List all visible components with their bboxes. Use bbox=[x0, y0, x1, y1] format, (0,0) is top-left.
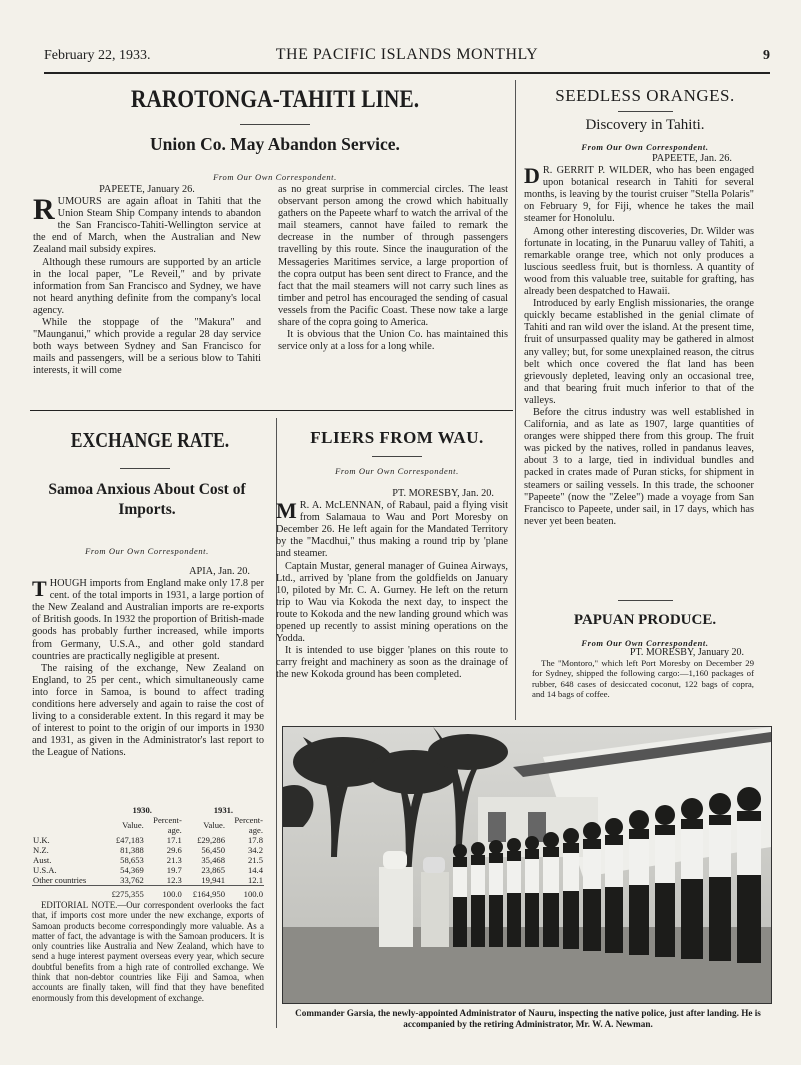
photo-caption: Commander Garsia, the newly-appointed Administrator of Nauru, inspecting the native police, just after landing. He is accompanied by the retiring Administrator, Mr. W. A. Newman. bbox=[295, 1008, 761, 1029]
header-rule bbox=[44, 72, 770, 74]
editorial-note bbox=[32, 900, 264, 1003]
drop-cap: D bbox=[524, 163, 540, 189]
column-rule-main bbox=[515, 80, 516, 720]
rarotonga-paragraph-1: RUMOURS are again afloat in Tahiti that the Union Steam Ship Company intends to abandon the San Francisco-Tahiti-Wellington service at the end of March, when the Australian and New Zealand mail subsidy expires. bbox=[33, 193, 261, 256]
papuan-column bbox=[532, 648, 754, 699]
seedless-dateline: PAPEETE, Jan. 26. bbox=[652, 153, 732, 164]
seedless-correspondent: From Our Own Correspondent. bbox=[581, 142, 709, 152]
imports-table bbox=[32, 805, 264, 899]
page-header bbox=[44, 48, 770, 70]
fliers-paragraph-1: M R. A. McLENNAN, of Rabaul, paid a flying visit from Salamaua to Wau and Port Moresby on December 26. He left again for the Mandated Territory by the "Macdhui," thus making a round trip by 'plane and steamer. bbox=[276, 498, 508, 560]
rarotonga-paragraph-5: It is obvious that the Union Co. has maintained this service only at a loss for a long while. bbox=[278, 329, 508, 353]
fliers-paragraph-2: Captain Mustar, general manager of Guinea Airways, Ltd., arrived by 'plane from the goldfields on January 10, piloted by Mr. C. A. Gurney. He left on the return trip to Wau via Kokoda the next day, to inspect the route to Kokoda and the new landing ground which was opened up recently to assist mining operations on the Yodda. bbox=[276, 560, 508, 645]
exchange-headline: EXCHANGE RATE. bbox=[70, 428, 230, 452]
rarotonga-column-1 bbox=[33, 184, 261, 378]
seedless-paragraph-4: Before the citrus industry was well established in California, and as late as 1907, large quantities of oranges were shipped there from this group. The fruit was picked by the natives, rolled in pandanus leaves, about 3 to a large, tied in individual bundles and packed in crates made of Puran sticks, for shipment in steamers or sailing vessels. In this trade, the schooner "Papeete" (now the "Zelee") made a voyage from San Francisco to Papeete, under sail, in 17 days, which has never yet been beaten. bbox=[524, 406, 754, 527]
fliers-rule bbox=[372, 456, 422, 457]
fliers-column bbox=[276, 488, 508, 682]
fliers-headline: FLIERS FROM WAU. bbox=[310, 428, 484, 447]
seedless-paragraph-3: Introduced by early English missionaries, the orange quickly became established in the genial climate of Tahiti and ran wild over the island. At the present time, fruit of unsurpassed quality may be gathered in almost any valley; but, for some unexplained reason, the citrus belt which once covered the flat land has been grievously depleted, leaving only an occasional tree, and that bearing fruit much inferior to that of the valleys. bbox=[524, 298, 754, 406]
seedless-paragraph-2: Among other interesting discoveries, Dr. Wilder was fortunate in locating, in the Punaruu valley of Tahiti, a remarkable orange tree, which not only produces a luscious seedless fruit, but is thornless. A quantity of wood from this valuable tree, suitable for grafting, has already been despatched to Hawaii. bbox=[524, 225, 754, 298]
drop-cap: T bbox=[32, 576, 47, 602]
papuan-dateline: PT. MORESBY, January 20. bbox=[629, 647, 744, 658]
photo-illustration bbox=[283, 727, 771, 1003]
table-row: N.Z. 81,388 29.6 56,450 34.2 bbox=[33, 845, 263, 855]
rarotonga-subheadline: Union Co. May Abandon Service. bbox=[150, 134, 400, 154]
page-number: 9 bbox=[763, 48, 770, 63]
drop-cap: R bbox=[33, 193, 55, 227]
rarotonga-paragraph-4: as no great surprise in commercial circles. The least observant person among the crowd which habitually gathers on the Papeete wharf to watch the arrival of the mail steamers, cannot have failed to remark the decrease in the number of through passengers travelling by this route. Since the inauguration of the Messageries Maritimes service, a large proportion of the copra output has been sent direct to France, and the fact that the mail steamers will not carry such lines as timber and petrol has encouraged the sending of casual vessels from the Pacific Coast. These now take a large share of the copra going to America. bbox=[278, 184, 508, 329]
papuan-paragraph: The "Montoro," which left Port Moresby on December 29 for Sydney, shipped the following cargo:—1,160 packages of rubber, 648 cases of desiccated coconut, 122 bags of copra, and 14 bags of coffee. bbox=[532, 658, 754, 699]
section-rule-middle bbox=[30, 410, 513, 411]
exchange-column bbox=[32, 566, 264, 760]
table-row: Aust. 58,653 21.3 35,468 21.5 bbox=[33, 855, 263, 865]
exchange-paragraph-1: THOUGH imports from England make only 17.8 per cent. of the total imports in 1931, a large portion of the New Zealand and Australian imports are re-exports of British goods. In 1932 the proportion of British-made goods has probably further increased, while imports from Germany, U.S.A., and other gold standard countries are practically negligible at present. bbox=[32, 576, 264, 662]
year-1930-header: 1930. bbox=[132, 805, 152, 815]
rarotonga-dateline: PAPEETE, January 26. bbox=[99, 184, 195, 195]
rarotonga-paragraph-2: Although these rumours are supported by an article in the local paper, "Le Reveil," and by private information from San Francisco and Sydney, we have not heard anything definite from the company's local agency. bbox=[33, 256, 261, 316]
value-column-header: Value. bbox=[122, 820, 144, 830]
rarotonga-column-2 bbox=[278, 184, 508, 353]
publication-title: THE PACIFIC ISLANDS MONTHLY bbox=[275, 46, 539, 63]
percentage-column-header: Percent-age. bbox=[153, 815, 182, 835]
editorial-note-text: EDITORIAL NOTE.—Our correspondent overlooks the fact that, if imports cost more under the new exchange, exports of Samoan products become correspondingly more valuable. As a matter of fact, the advantage is with the Samoan producers. It is only countries like Australia and New Zealand, which have to send a huge interest payment overseas every year, which secure doubtful benefits from a high rate of controlled exchange. We think that non-debtor countries like Fiji and Samoa, when accounts are finally taken, will find that they have benefited enormously from this development of exchange. bbox=[32, 900, 264, 1003]
papuan-top-rule bbox=[618, 600, 673, 601]
table-row: Other countries 33,762 12.3 19,941 12.1 bbox=[33, 875, 263, 885]
fliers-correspondent: From Our Own Correspondent. bbox=[335, 466, 459, 476]
exchange-rule bbox=[120, 468, 170, 469]
rarotonga-rule bbox=[240, 124, 310, 125]
fliers-dateline: PT. MORESBY, Jan. 20. bbox=[392, 488, 494, 499]
value-column-header: Value. bbox=[203, 820, 225, 830]
table-row: U.S.A. 54,369 19.7 23,865 14.4 bbox=[33, 865, 263, 875]
percentage-column-header: Percent-age. bbox=[234, 815, 263, 835]
rarotonga-paragraph-3: While the stoppage of the "Makura" and "Maunganui," which provide a regular 28 day service both ways between Sydney and San Francisco for mails and passengers, will be a serious blow to Tahiti interests, it will come bbox=[33, 317, 261, 377]
rarotonga-headline: RAROTONGA-TAHITI LINE. bbox=[130, 86, 420, 113]
issue-date: February 22, 1933. bbox=[44, 48, 151, 63]
rarotonga-correspondent: From Our Own Correspondent. bbox=[213, 172, 337, 182]
exchange-paragraph-2: The raising of the exchange, New Zealand on England, to 25 per cent., which simultaneously came into force in Samoa, is bound to affect trading conditions here adversely and again to raise the cost of living to a considerable extent. In this regard it may be of interest to point to the origin of our imports in 1930 and 1931, as given in the Administrator's last report to the League of Nations. bbox=[32, 662, 264, 759]
drop-cap: M bbox=[276, 498, 297, 524]
exchange-dateline: APIA, Jan. 20. bbox=[189, 566, 250, 577]
table-total-row: £275,355 100.0 £164,950 100.0 bbox=[32, 886, 264, 900]
seedless-rule bbox=[618, 111, 673, 112]
seedless-paragraph-1: D R. GERRIT P. WILDER, who has been engaged upon botanical research in Tahiti for several months, is leaving by the tourist cruiser "Stella Polaris" on February 9, for Fiji, whence he takes the mail steamer for Honolulu. bbox=[524, 163, 754, 225]
news-photograph bbox=[282, 726, 772, 1004]
year-1931-header: 1931. bbox=[213, 805, 234, 815]
papuan-correspondent: From Our Own Correspondent. bbox=[581, 638, 709, 648]
table-row: U.K. £47,183 17.1 £29,286 17.8 bbox=[33, 835, 263, 845]
exchange-correspondent: From Our Own Correspondent. bbox=[85, 546, 209, 556]
seedless-subheadline: Discovery in Tahiti. bbox=[585, 117, 705, 133]
fliers-paragraph-3: It is intended to use bigger 'planes on this route to carry freight and machinery as soon as the drainage of the new Kokoda ground has been completed. bbox=[276, 645, 508, 681]
exchange-subheadline: Samoa Anxious About Cost of Imports. bbox=[48, 481, 246, 518]
seedless-column bbox=[524, 153, 754, 528]
papuan-headline: PAPUAN PRODUCE. bbox=[573, 612, 717, 628]
seedless-headline: SEEDLESS ORANGES. bbox=[555, 86, 735, 105]
